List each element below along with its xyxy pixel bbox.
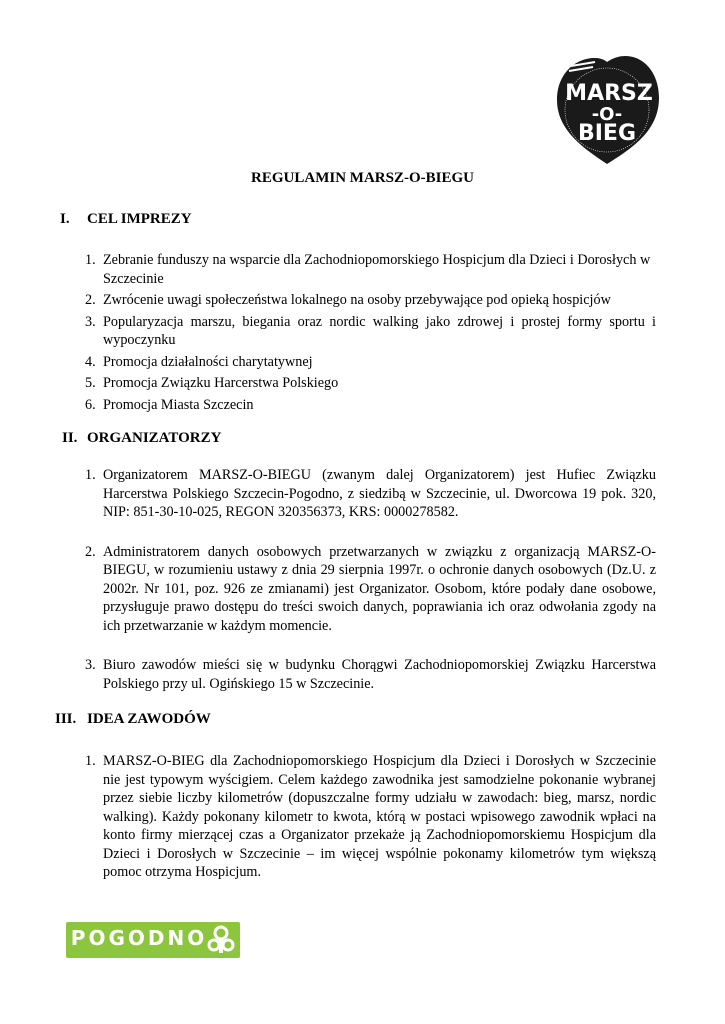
list-item xyxy=(0,291,725,310)
item-number: 2. xyxy=(85,292,96,308)
item-text: Organizatorem MARSZ-O-BIEGU (zwanym dalej Organizatorem) jest Hufiec Związku Harcerstwa Polskiego Szczecin-Pogodno, z siedzibą w Szczecinie, ul. Dworcowa 19 pok. 320, NIP: 851-30-10-025, REGON 320356373, KRS: 0000278582. xyxy=(103,467,656,520)
item-text: Administratorem danych osobowych przetwarzanych w związku z organizacją MARSZ-O-BIEGU, w rozumieniu ustawy z dnia 29 sierpnia 1997r. o ochronie danych osobowych (Dz.U. z 2002r. Nr 101, poz. 926 ze zmianami) jest Organizator. Osobom, które podały dane osobowe, przysługuje prawo dostępu do treści swoich danych, poprawiania ich oraz odwołania zgody na ich przetwarzanie w każdym momencie. xyxy=(103,543,656,634)
section-2-list xyxy=(0,466,725,693)
item-text: Biuro zawodów mieści się w budynku Chorągwi Zachodniopomorskiej Związku Harcerstwa Polskiego przy ul. Ogińskiego 15 w Szczecinie. xyxy=(103,657,656,692)
item-number: 5. xyxy=(85,375,96,391)
item-number: 4. xyxy=(85,353,96,370)
item-number: 3. xyxy=(85,313,96,330)
list-item xyxy=(0,374,725,393)
item-text: Zebranie funduszy na wsparcie dla Zachodniopomorskiego Hospicjum dla Dzieci i Dorosłych w Szczecinie xyxy=(103,252,651,287)
list-item xyxy=(0,251,725,288)
logo-line1: MARSZ xyxy=(565,81,653,106)
section-number: I. xyxy=(60,211,70,227)
marsz-o-bieg-logo xyxy=(553,52,661,172)
logo-line3: BIEG xyxy=(577,121,637,146)
item-number: 1. xyxy=(85,753,96,769)
item-number: 1. xyxy=(85,252,96,268)
list-item xyxy=(0,543,725,636)
logo-line2: -O- xyxy=(591,104,623,125)
item-number: 1. xyxy=(85,467,96,483)
item-text: Promocja Związku Harcerstwa Polskiego xyxy=(103,375,339,391)
pogodno-logo-text: POGODNO xyxy=(70,926,208,950)
list-item xyxy=(0,752,725,882)
list-item xyxy=(0,466,725,522)
section-1-list xyxy=(0,251,725,414)
item-number: 6. xyxy=(85,396,96,413)
item-text: Popularyzacja marszu, biegania oraz nordic walking jako zdrowej i prostej formy sportu i wypoczynku xyxy=(103,313,656,348)
heart-logo-graphic xyxy=(553,52,661,172)
document-title: REGULAMIN MARSZ-O-BIEGU xyxy=(251,170,474,186)
section-heading-3 xyxy=(55,711,211,728)
section-label: CEL IMPREZY xyxy=(87,211,192,227)
item-text: Promocja Miasta Szczecin xyxy=(103,396,254,413)
list-item xyxy=(0,353,725,372)
section-heading-2 xyxy=(62,430,222,447)
item-number: 3. xyxy=(85,657,96,673)
list-item xyxy=(0,313,725,350)
section-label: ORGANIZATORZY xyxy=(87,430,222,446)
fleur-de-lis-icon xyxy=(206,925,236,955)
item-text: MARSZ-O-BIEG dla Zachodniopomorskiego Hospicjum dla Dzieci i Dorosłych w Szczecinie nie jest typowym wyścigiem. Celem każdego zawodnika jest samodzielne pokonanie wybranej przez siebie liczby kilometrów (dopuszczalne formy udziału w zawodach: bieg, marsz, nordic walking). Każdy pokonany kilometr to kwota, którą w postaci wpisowego zawodnik wpłaci na konto firmy mierzącej czas a Organizator przekaże ją Zachodniopomorskiemu Hospicjum dla Dzieci i Dorosłych w Szczecinie – im więcej wspólnie pokonamy kilometrów tym większą pomoc otrzyma Hospicjum. xyxy=(103,753,656,880)
item-text: Promocja działalności charytatywnej xyxy=(103,353,313,370)
section-heading-1 xyxy=(60,211,192,228)
item-number: 2. xyxy=(85,543,96,560)
section-3-list xyxy=(0,752,725,882)
list-item xyxy=(0,396,725,415)
pogodno-logo xyxy=(66,922,240,958)
section-number: II. xyxy=(62,430,78,446)
section-label: IDEA ZAWODÓW xyxy=(87,711,211,727)
item-text: Zwrócenie uwagi społeczeństwa lokalnego na osoby przebywające pod opieką hospicjów xyxy=(103,292,611,308)
list-item xyxy=(0,656,725,693)
section-number: III. xyxy=(55,711,77,727)
